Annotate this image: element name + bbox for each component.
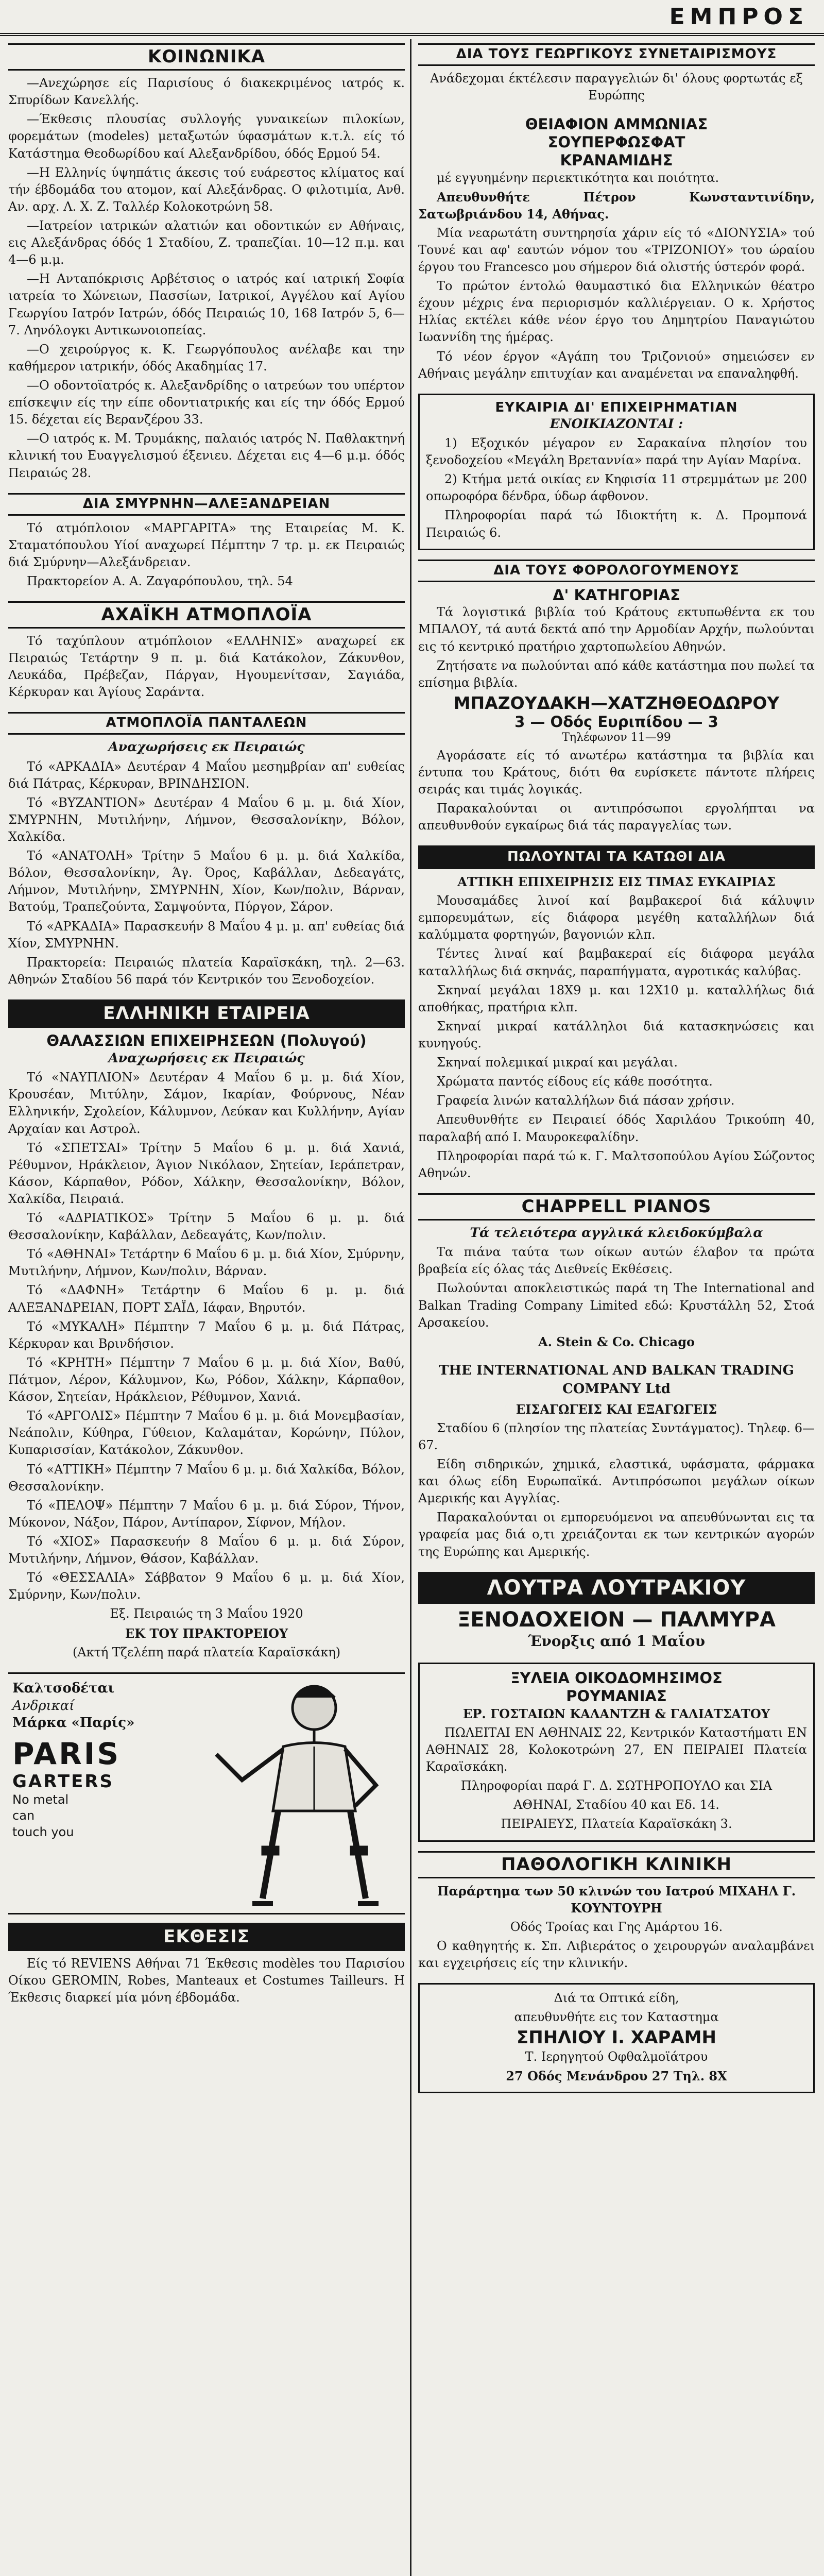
- paragraph: ΕΚ ΤΟΥ ΠΡΑΚΤΟΡΕΙΟΥ: [125, 1625, 288, 1641]
- xyleia-ad: [418, 1663, 815, 1841]
- georgikous-ad: [418, 43, 815, 104]
- pathologiki-ad: [418, 1851, 815, 1972]
- paragraph: —Ο ιατρός κ. Μ. Τρυμάκης, παλαιός ιατρός Ν. Παθλακτηνή κλινική του Ευαγγελισμού έξενιευ. Δέχεται εις 4—6 μ.μ. όδός Πειραιώς 28.: [8, 431, 405, 480]
- paragraph: Ο καθηγητής κ. Σπ. Λιβιεράτος ο χειρουργών αναλαμβάνει και εγχειρήσεις είς την κλινικήν.: [418, 1939, 815, 1971]
- koinonika-section: [8, 43, 405, 482]
- paragraph: Τά λογιστικά βιβλία τού Κράτους εκτυπωθέντα εκ του ΜΠΑΛΟΥ, τά αυτά δεκτά από την Αρμοδίαν Αρχήν, πωλούνται εις τό κεντρικό πρατήριο χαρτοπωλείου Αθηνών.: [418, 605, 815, 654]
- pantaleon-ad: [8, 712, 405, 988]
- paragraph: 1) Εξοχικόν μέγαρον εν Σαρακαίνα πλησίον του ξενοδοχείου «Μεγάλη Βρεταννία» παρά την Αγίαν Μαρίνα.: [426, 435, 807, 468]
- masthead: [0, 0, 824, 36]
- ad-title: THE INTERNATIONAL AND BALKAN TRADING COMPANY Ltd: [439, 1362, 794, 1397]
- paragraph: Ζητήσατε να πωλούνται από κάθε κατάστημα που πωλεί τα επίσημα βιβλία.: [418, 658, 815, 690]
- paragraph: Σκηναί μεγάλαι 18Χ9 μ. και 12Χ10 μ. καταλλήλως διά αποθήκας, πρατήρια κλπ.: [418, 982, 815, 1014]
- paragraph: ΠΕΙΡΑΙΕΥΣ, Πλατεία Καραϊσκάκη 3.: [501, 1817, 732, 1832]
- paragraph: —Ο οδοντοϊατρός κ. Αλεξανδρίδης ο ιατρεύων του υπέρτον επίσκεψιν είς την είπε οδοντιατρικής και είς την όδός Ερμού 15. δέχεται είς Βερανζέρου 33.: [8, 378, 405, 427]
- paragraph: Τό νέον έργον «Αγάπη του Τριζονιού» σημειώσεν εν Αθήναις μεγάλην επιτυχίαν και αναμένεται να επαναληφθή.: [418, 349, 815, 381]
- paragraph: Τα πιάνα ταύτα των οίκων αυτών έλαβον τα πρώτα βραβεία είς όλας τάς Διεθνείς Εκθέσεις.: [418, 1245, 815, 1277]
- firm-name: A. Stein & Co. Chicago: [538, 1334, 695, 1349]
- paragraph: Μουσαμάδες λινοί καί βαμβακεροί διά κάλυψιν εμπορευμάτων, είς διάφορα μεγέθη καταλλήλων διά καλύμματα φορτηγών, βαγονιών κλπ.: [418, 893, 815, 942]
- ad-title: ΞΥΛΕΙΑ ΟΙΚΟΔΟΜΗΣΙΜΟΣ: [510, 1669, 723, 1687]
- optika-line-2: απευθυνθήτε εις τον Καταστημα: [514, 2010, 719, 2025]
- ad-title-3: ΚΡΑΝΑΜΙΔΗΣ: [560, 151, 673, 169]
- firm-name: ΜΠΑΖΟΥΔΑΚΗ—ΧΑΤΖΗΘΕΟΔΩΡΟΥ: [453, 692, 780, 713]
- paragraph: Απευθυνθήτε εν Πειραιεί όδός Χαριλάου Τρικούπη 40, παραλαβή από Ι. Μαυροκεφαλίδην.: [418, 1112, 815, 1144]
- ad-title: ΛΟΥΤΡΑ ΛΟΥΤΡΑΚΙΟΥ: [418, 1572, 815, 1604]
- ad-title: ΑΧΑΪΚΗ ΑΤΜΟΠΛΟΪΑ: [8, 601, 405, 629]
- paragraph: Τό ατμόπλοιον «ΜΑΡΓΑΡΙΤΑ» της Εταιρείας Μ. Κ. Σταματόπουλου Υίοί αναχωρεί Πέμπτην 7 τρ. μ. εκ Πειραιώς διά Σμύρνην—Αλεξάνδρειαν.: [8, 520, 405, 569]
- paragraph: Τό «ΠΕΛΟΨ» Πέμπτην 7 Μαΐου 6 μ. μ. διά Σύρον, Τήνον, Μύκονον, Νάξον, Πάρον, Αντίπαρον, Σίφνον, Μήλον.: [8, 1498, 405, 1530]
- firm-address: 3 — Οδός Ευριπίδου — 3: [514, 713, 718, 731]
- paragraph: Τό «ΝΑΥΠΛΙΟΝ» Δευτέραν 4 Μαΐου 6 μ. μ. διά Χίον, Κρουσέαν, Μιτύλην, Σάμον, Ικαρίαν, Φούρνους, Νέαν Ελληνικήν, Σχολείον, Κάλυμνον, Λεύκαν και Κυλλήνην, Αγίαν Αρχαίαν και Αστρολ.: [8, 1070, 405, 1136]
- paragraph: Τό «ΘΕΣΣΑΛΙΑ» Σάββατον 9 Μαΐου 6 μ. μ. διά Χίον, Σμύρνην, Κων/πολιν.: [8, 1570, 405, 1602]
- ad-subtitle: Αναχωρήσεις εκ Πειραιώς: [108, 739, 305, 755]
- loutra-ad: [418, 1572, 815, 1652]
- balkan-trading-ad: [418, 1362, 815, 1561]
- paragraph: Χρώματα παντός είδους είς κάθε ποσότητα.: [437, 1074, 713, 1089]
- gentleman-illustration: [185, 1677, 402, 1914]
- ad-title: ΑΤΜΟΠΛΟΪΑ ΠΑΝΤΑΛΕΩΝ: [8, 712, 405, 735]
- ad-title-2: Δ' ΚΑΤΗΓΟΡΙΑΣ: [553, 586, 680, 604]
- paragraph: Σκηναί πολεμικαί μικραί και μεγάλαι.: [437, 1055, 678, 1070]
- paragraph: Τό «ΣΠΕΤΣΑΙ» Τρίτην 5 Μαΐου 6 μ. μ. διά Χανιά, Ρέθυμνον, Ηράκλειον, Άγιον Νικόλαον, Σητείαν, Ιεράπετραν, Κάσον, Κάρπαθον, Ρόδον, Χάλκην, Θεσσαλονίκην, Βόλον, Χαλκίδα, Πειραιά.: [8, 1140, 405, 1206]
- garters-brand: PARIS: [12, 1736, 121, 1772]
- paragraph: Σταδίου 6 (πλησίον της πλατείας Συντάγματος). Τηλεφ. 6—67.: [418, 1420, 815, 1452]
- optika-line-1: Διά τα Οπτικά είδη,: [554, 1991, 679, 2006]
- garters-line-2: Ανδρικαί: [12, 1698, 75, 1714]
- ad-title-2: ΑΤΤΙΚΗ ΕΠΙΧΕΙΡΗΣΙΣ ΕΙΣ ΤΙΜΑΣ ΕΥΚΑΙΡΙΑΣ: [457, 874, 776, 890]
- eykairia-ad: [418, 394, 815, 550]
- firm-name: ΕΡ. ΓΟΣΤΑΙΩΝ ΚΑΛΑΝΤΖΗ & ΓΑΛΙΑΤΣΑΤΟΥ: [463, 1706, 770, 1721]
- paragraph: Τό «ΑΤΤΙΚΗ» Πέμπτην 7 Μαΐου 6 μ. μ. διά Χαλκίδα, Βόλον, Θεσσαλονίκην.: [8, 1462, 405, 1494]
- paragraph: —Ανεχώρησε είς Παρισίους ό διακεκριμένος ιατρός κ. Σπυρίδων Κανελλής.: [8, 76, 405, 108]
- paragraph: —Ιατρείον ιατρικών αλατιών και οδοντικών εν Αθήναις, εις Αλεξάνδρας όδός 1 Σταδίου, Ζ. τραπεζίαι. 10—12 π.μ. και 4—6 μ.μ.: [8, 218, 405, 267]
- garters-tag-3: touch you: [12, 1824, 74, 1839]
- garters-line-1: Καλτσοδέται: [12, 1680, 115, 1696]
- paragraph: μέ εγγυημένην περιεκτικότητα και ποιότητα.: [437, 170, 719, 185]
- garters-product: GARTERS: [12, 1771, 114, 1792]
- paragraph: ΠΩΛΕΙΤΑΙ ΕΝ ΑΘΗΝΑΙΣ 22, Κεντρικόν Καταστήματι ΕΝ ΑΘΗΝΑΙΣ 28, Κολοκοτρώνη 27, ΕΝ ΠΕΙΡΑΙΕΙ Πλατεία Καραϊσκάκη.: [426, 1725, 807, 1774]
- paragraph: Πρακτορεία: Πειραιώς πλατεία Καραϊσκάκη, τηλ. 2—63. Αθηνών Σταδίου 56 παρά τόν Κεντρικόν του Ξενοδοχείον.: [8, 955, 405, 987]
- paragraph: —Η Ελληνίς ύψηπάτις άκεσις τού ευάρεστος κλίματος καί τήν έβδομάδα του ατομον, καί Αλεξάνδρας. Ο φιλοτιμία, Ανθ. Αν. αρχ. Λ. Χ. Ζ. Ταλλέρ Κολοκοτρώνη 58.: [8, 165, 405, 214]
- poloyntai-ad: [418, 845, 815, 1182]
- garters-line-3: Μάρκα «Παρίς»: [12, 1715, 135, 1731]
- smyrni-ad: [8, 493, 405, 590]
- ad-title: ΔΙΑ ΣΜΥΡΝΗΝ—ΑΛΕΞΑΝΔΡΕΙΑΝ: [8, 493, 405, 516]
- elliniki-etaireia-ad: [8, 999, 405, 1661]
- paragraph: Αγοράσατε είς τό ανωτέρω κατάστημα τα βιβλία και έντυπα του Κράτους, διότι θα ευρίσκετε πάντοτε πλήρεις σειράς και τιμάς λογικάς.: [418, 748, 815, 796]
- ad-title-2: ΡΟΥΜΑΝΙΑΣ: [566, 1687, 667, 1705]
- paragraph: —Η Ανταπόκρισις Αρβέτσιος ο ιατρός καί ιατρική Σοφία ιατρεία το Χώνειων, Πασσίων, Ιατρικοί, Αγγέλου καί Αγίου Γεωργίου Ιατρόν Ιατρών, όδός Πειραιώς 10, 168 Ιατρόν 5, 6—7. Ληνόλογκι Αντικωνοιοπείας.: [8, 272, 405, 337]
- ad-subtitle: Τά τελειότερα αγγλικά κλειδοκύμβαλα: [470, 1225, 763, 1240]
- section-title: ΚΟΙΝΩΝΙΚΑ: [8, 43, 405, 71]
- left-column: [8, 43, 405, 2018]
- hotel-name: ΞΕΝΟΔΟΧΕΙΟΝ — ΠΑΛΜΥΡΑ: [457, 1607, 776, 1632]
- paragraph: Τό «ΑΡΚΑΔΙΑ» Δευτέραν 4 Μαΐου μεσημβρίαν απ' ευθείας διά Πάτρας, Κέρκυραν, ΒΡΙΝΔΗΣΙΟΝ.: [8, 759, 405, 791]
- right-column: [418, 43, 815, 2103]
- paragraph: —Ο χειρούργος κ. Κ. Γεωργόπουλος ανέλαβε και την καθήμερον ιατρικήν, όδός Ακαδημίας 17.: [8, 342, 405, 374]
- chappell-ad: [418, 1193, 815, 1350]
- paragraph: Μία νεαρωτάτη συντηρησία χάριν είς τό «ΔΙΟΝΥΣΙΑ» τού Τουνέ και αφ' εαυτών νόμον του «ΤΡΙΖΟΝΙΟΥ» του ώραίου έργου του Francesco μου σήμερον διά ολιστής ύστερόν φορά.: [418, 225, 815, 275]
- ad-subtitle: ΕΝΟΙΚΙΑΖΟΝΤΑΙ :: [550, 416, 683, 431]
- ad-title: ΔΙΑ ΤΟΥΣ ΓΕΩΡΓΙΚΟΥΣ ΣΥΝΕΤΑΙΡΙΣΜΟΥΣ: [418, 43, 815, 66]
- paragraph: Παρακαλούνται οι εμπορευόμενοι να απευθύνωνται εις τα γραφεία μας διά ο,τι χρειάζονται εκ των κεντρικών αγορών της Ευρώπης και Αμερικής.: [418, 1510, 815, 1559]
- masthead-title: ΕΜΠΡΟΣ: [669, 3, 809, 30]
- paragraph: Το πρώτον έντολώ θαυμαστικό δια Ελληνικών θέατρο έχουν μέχρις ένα περιορισμόν καλλιέργειαν. Ο κ. Χρήστος Ηλίας εκτέλει κάθε νέον έργο του Δημητρίου Παναγιώτου Ιωαννίδη της ήμέρας.: [418, 279, 815, 345]
- paragraph: Τό «ΚΡΗΤΗ» Πέμπτην 7 Μαΐου 6 μ. μ. διά Χίον, Βαθύ, Πάτμον, Λέρον, Κάλυμνον, Κω, Ρόδον, Χάλκην, Κάρπαθον, Κάσον, Σητείαν, Ηράκλειον, Ρέθυμνον, Χανιά.: [8, 1355, 405, 1404]
- firm-address: 27 Οδός Μενάνδρου 27 Τηλ. 8Χ: [506, 2068, 727, 2083]
- paragraph: Οδός Τροίας και Γης Αμάρτου 16.: [510, 1919, 723, 1934]
- ad-title: ΕΛΛΗΝΙΚΗ ΕΤΑΙΡΕΙΑ: [8, 999, 405, 1028]
- paragraph: Απευθυνθήτε Πέτρον Κωνσταντινίδην, Σατωβριάνδου 14, Αθήνας.: [418, 189, 815, 222]
- paragraph: ΑΘΗΝΑΙ, Σταδίου 40 και Εδ. 14.: [513, 1798, 719, 1812]
- optika-line-3: Τ. Ιερηγητού Οφθαλμοϊάτρου: [525, 2049, 708, 2064]
- optika-ad: [418, 1983, 815, 2093]
- paragraph: Τέντες λιναί καί βαμβακεραί είς διάφορα μεγάλα καταλλήλως διά σκηνάς, παραπήγματα, αγροτικάς καλύβας.: [418, 946, 815, 978]
- paragraph: —Έκθεσις πλουσίας συλλογής γυναικείων πιλοκίων, φορεμάτων (modeles) μεταξωτών ύφασμάτων κ.τ.λ. είς τό Κατάστημα Θεοδωρίδου καί Αλεξανδρίδου, όδός Ερμού 54.: [8, 112, 405, 161]
- paragraph: Εξ. Πειραιώς τη 3 Μαΐου 1920: [110, 1606, 303, 1621]
- paragraph: Σκηναί μικραί κατάλληλοι διά κατασκηνώσεις και κυνηγούς.: [418, 1019, 815, 1050]
- paragraph: Ανάδεχομαι έκτέλεσιν παραγγελιών δι' όλους φορτωτάς εξ Ευρώπης: [430, 71, 803, 103]
- ad-title-2: ΣΟΥΠΕΡΦΩΣΦΑΤ: [547, 133, 685, 151]
- paragraph: Τό «ΜΥΚΑΛΗ» Πέμπτην 7 Μαΐου 6 μ. μ. διά Πάτρας, Κέρκυραν και Βρινδήσιον.: [8, 1319, 405, 1351]
- paragraph: Τό «ΔΑΦΝΗ» Τετάρτην 6 Μαΐου 6 μ. μ. διά ΑΛΕΞΑΝΔΡΕΙΑΝ, ΠΟΡΤ ΣΑΪΔ, Ιάφαν, Βηρυτόν.: [8, 1283, 405, 1315]
- paragraph: Τό «ΒΥΖΑΝΤΙΟΝ» Δευτέραν 4 Μαΐου 6 μ. μ. διά Χίον, ΣΜΥΡΝΗΝ, Μυτιλήνην, Λήμνον, Θεσσαλονίκην, Βόλον, Χαλκίδα.: [8, 795, 405, 844]
- ad-title: ΠΩΛΟΥΝΤΑΙ ΤΑ ΚΑΤΩΘΙ ΔΙΑ: [418, 845, 815, 869]
- ad-title-2: ΘΑΛΑΣΣΙΩΝ ΕΠΙΧΕΙΡΗΣΕΩΝ (Πολυγού): [46, 1032, 367, 1050]
- ad-title: ΕΚΘΕΣΙΣ: [8, 1923, 405, 1951]
- achaiki-ad: [8, 601, 405, 701]
- fertilizer-ad: [418, 115, 815, 382]
- paragraph: Τό «ΑΝΑΤΟΛΗ» Τρίτην 5 Μαΐου 6 μ. μ. διά Χαλκίδα, Βόλον, Θεσσαλονίκην, Άγ. Όρος, Καβάλλαν, Δεδεαγάτς, Λήμνον, Μυτιλήνην, ΣΜΥΡΝΗΝ, Χίον, Κων/πολιν, Βάρναν, Βατούμ, Τραπεζούντα, Σαμψούντα, Πύργον, Σάρον.: [8, 849, 405, 914]
- paragraph: Πρακτορείον Α. Α. Ζαγαρόπουλου, τηλ. 54: [27, 573, 293, 588]
- garters-tag-1: No metal: [12, 1792, 69, 1807]
- paragraph: Είς τό REVIENS Αθήναι 71 Έκθεσις modèles του Παρισίου Οίκου GEROMIN, Robes, Manteaux et Costumes Tailleurs. Η Έκθεσις διαρκεί μία μόνη έβδομάδα.: [8, 1956, 405, 2005]
- paragraph: Τό ταχύπλουν ατμόπλοιον «ΕΛΛΗΝΙΣ» αναχωρεί εκ Πειραιώς Τετάρτην 9 π. μ. διά Κατάκολον, Ζάκυνθον, Λευκάδα, Πρέβεζαν, Πάργαν, Ηγουμενίτσαν, Σαγιάδα, Κέρκυραν και Άγίους Σαράντα.: [8, 634, 405, 700]
- ad-subtitle: Αναχωρήσεις εκ Πειραιώς: [108, 1050, 305, 1065]
- ad-title-2: ΕΙΣΑΓΩΓΕΙΣ ΚΑΙ ΕΞΑΓΩΓΕΙΣ: [516, 1401, 717, 1417]
- paragraph: Πληροφορίαι παρά Γ. Δ. ΣΩΤΗΡΟΠΟΥΛΟ και ΣΙΑ: [460, 1778, 772, 1793]
- paragraph: Πωλούνται αποκλειστικώς παρά τη The International and Balkan Trading Company Limited εδώ: Κρυστάλλη 52, Στοά Αρσακείου.: [418, 1281, 815, 1330]
- paragraph: Πληροφορίαι παρά τώ κ. Γ. Μαλτσοπούλου Αγίου Σώζοντος Αθηνών.: [418, 1148, 815, 1180]
- paragraph: Τό «ΑΔΡΙΑΤΙΚΟΣ» Τρίτην 5 Μαΐου 6 μ. μ. διά Θεσσαλονίκην, Καβάλλαν, Δεδεαγάτς, Κων/πολιν.: [8, 1211, 405, 1243]
- paragraph: Είδη σιδηρικών, χημικά, ελαστικά, υφάσματα, φάρμακα και όλως είδη Ευρωπαϊκά. Αντιπρόσωποι μεγάλων οίκων Αμερικής και Αγγλίας.: [418, 1456, 815, 1506]
- paragraph: Τό «ΑΡΚΑΔΙΑ» Παρασκευήν 8 Μαΐου 4 μ. μ. απ' ευθείας διά Χίον, ΣΜΥΡΝΗΝ.: [8, 919, 405, 951]
- paragraph: Γραφεία λινών καταλλήλων διά πάσαν χρήσιν.: [437, 1093, 735, 1108]
- firm-name: ΣΠΗΛΙΟΥ Ι. ΧΑΡΑΜΗ: [517, 2027, 716, 2048]
- ad-title-1: ΘΕΙΑΦΙΟΝ ΑΜΜΩΝΙΑΣ: [525, 115, 708, 133]
- paragraph: (Ακτή Τζελέπη παρά πλατεία Καραϊσκάκη): [72, 1645, 341, 1659]
- garters-tag-2: can: [12, 1808, 35, 1823]
- firm-phone: Τηλέφωνον 11—99: [562, 731, 671, 744]
- ad-title: ΠΑΘΟΛΟΓΙΚΗ ΚΛΙΝΙΚΗ: [418, 1851, 815, 1878]
- paragraph: Τό «ΑΡΓΟΛΙΣ» Πέμπτην 7 Μαΐου 6 μ. μ. διά Μονεμβασίαν, Νεάπολιν, Κύθηρα, Γύθειον, Καλαμάταν, Κορώνην, Πύλον, Κυπαρισσίαν, Κατάκολον, Ζάκυνθον.: [8, 1409, 405, 1458]
- paragraph: Παρακαλούνται οι αντιπρόσωποι εργολήπται να απευθυνθούν εγκαίρως διά τάς παραγγελίας των.: [418, 801, 815, 833]
- ekthesis-ad: [8, 1923, 405, 2006]
- paragraph: Πληροφορίαι παρά τώ Ιδιοκτήτη κ. Δ. Προμπονά Πειραιώς 6.: [426, 508, 807, 540]
- paragraph: Τό «ΑΘΗΝΑΙ» Τετάρτην 6 Μαΐου 6 μ. μ. διά Χίον, Σμύρνην, Μυτιλήνην, Λήμνον, Κων/πολιν, Βάρναν.: [8, 1247, 405, 1279]
- paragraph: Τό «ΧΙΟΣ» Παρασκευήν 8 Μαΐου 6 μ. μ. διά Σύρον, Μυτιλήνην, Λήμνον, Θάσον, Καβάλλαν.: [8, 1534, 405, 1566]
- opening-date: Ένορξις από 1 Μαΐου: [527, 1632, 706, 1650]
- ad-title: ΔΙΑ ΤΟΥΣ ΦΟΡΟΛΟΓΟΥΜΕΝΟΥΣ: [418, 560, 815, 582]
- paragraph: Παράρτημα των 50 κλινών του Ιατρού ΜΙΧΑΗΛ Γ. ΚΟΥΝΤΟΥΡΗ: [437, 1883, 796, 1916]
- forologoumenous-ad: [418, 560, 815, 835]
- ad-title: CHAPPELL PIANOS: [418, 1193, 815, 1221]
- ad-title: ΕΥΚΑΙΡΙΑ ΔΙ' ΕΠΙΧΕΙΡΗΜΑΤΙΑΝ: [495, 399, 738, 415]
- paris-garters-ad: [8, 1672, 405, 1914]
- paragraph: 2) Κτήμα μετά οικίας εν Κηφισία 11 στρεμμάτων με 200 οπωροφόρα δένδρα, ύδωρ άφθονον.: [426, 472, 807, 504]
- column-rule: [410, 39, 411, 2576]
